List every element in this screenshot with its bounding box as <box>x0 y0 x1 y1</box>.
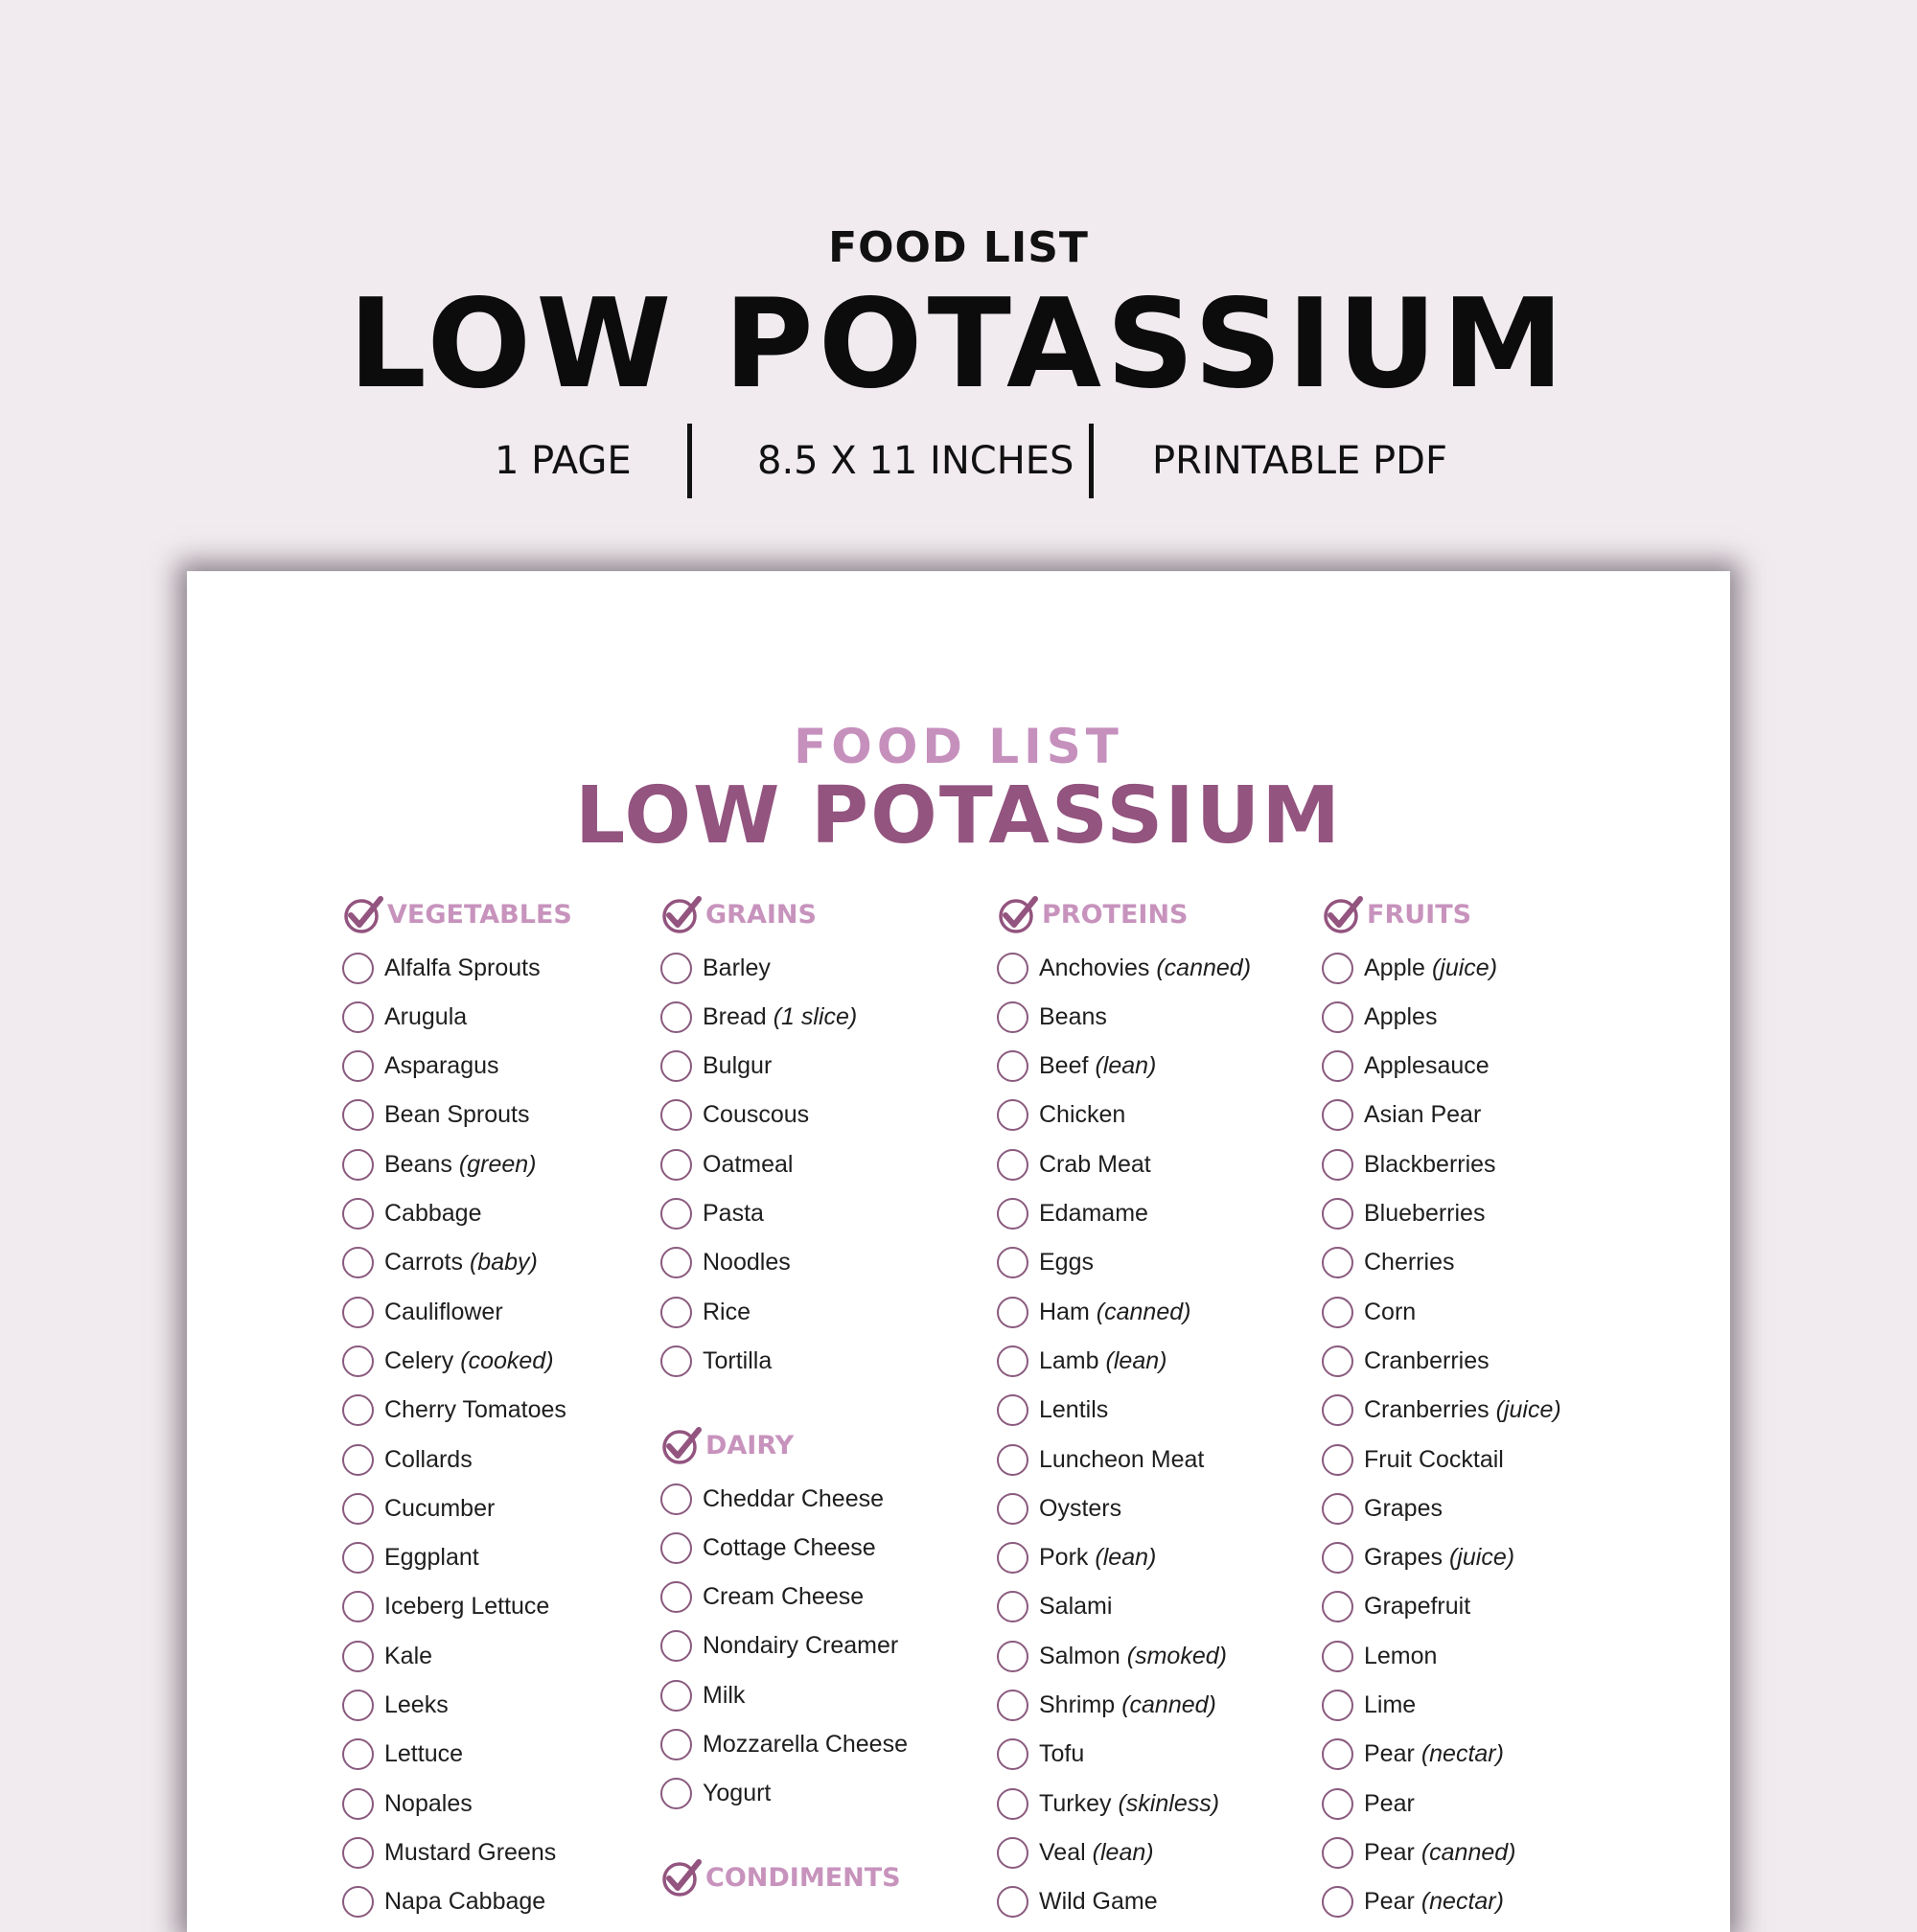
food-item-name: Chicken <box>1039 1101 1126 1129</box>
food-item[interactable] <box>1322 1244 1454 1282</box>
food-item[interactable] <box>342 949 541 987</box>
empty-checkbox-circle-icon[interactable] <box>342 1493 374 1525</box>
empty-checkbox-circle-icon[interactable] <box>1322 1297 1353 1328</box>
food-item-name: Grapes <box>1364 1544 1443 1572</box>
section-title: VEGETABLES <box>387 899 572 930</box>
meta-format: PRINTABLE PDF <box>1152 439 1447 483</box>
food-item-note: (lean) <box>1095 1052 1157 1080</box>
food-item-name: Pear <box>1364 1838 1415 1866</box>
food-item-name: Cranberries <box>1364 1396 1490 1424</box>
empty-checkbox-circle-icon[interactable] <box>660 953 692 984</box>
empty-checkbox-circle-icon[interactable] <box>660 1729 692 1760</box>
food-item[interactable] <box>997 1293 1190 1331</box>
food-item[interactable] <box>1322 1687 1416 1725</box>
food-item-name: Crab Meat <box>1039 1150 1151 1178</box>
food-item[interactable] <box>997 1392 1108 1430</box>
food-item[interactable] <box>997 1047 1156 1086</box>
food-item-note: (juice) <box>1431 954 1498 981</box>
food-item-name: Pork <box>1039 1544 1089 1572</box>
empty-checkbox-circle-icon[interactable] <box>660 1484 692 1515</box>
section-title: CONDIMENTS <box>705 1862 901 1893</box>
food-item[interactable] <box>1322 1539 1514 1577</box>
food-item[interactable] <box>1322 1440 1504 1479</box>
food-item[interactable] <box>342 1784 473 1823</box>
food-item[interactable] <box>997 1784 1219 1823</box>
empty-checkbox-circle-icon[interactable] <box>342 1297 374 1328</box>
empty-checkbox-circle-icon[interactable] <box>997 1788 1028 1820</box>
empty-checkbox-circle-icon[interactable] <box>342 1542 374 1574</box>
meta-size: 8.5 X 11 INCHES <box>757 439 1074 483</box>
food-item-name: Noodles <box>703 1249 791 1276</box>
food-item-name: Collards <box>384 1445 473 1473</box>
food-item-name: Eggplant <box>384 1544 479 1572</box>
food-item-name: Couscous <box>703 1101 810 1129</box>
empty-checkbox-circle-icon[interactable] <box>997 1346 1028 1377</box>
food-item[interactable] <box>342 1195 481 1233</box>
food-item[interactable] <box>1322 1047 1490 1086</box>
food-item[interactable] <box>660 1627 898 1666</box>
food-item[interactable] <box>342 1833 556 1872</box>
food-item-name: Celery <box>384 1346 454 1374</box>
empty-checkbox-circle-icon[interactable] <box>997 1444 1028 1476</box>
check-circle-icon <box>660 1424 703 1466</box>
food-item-name: Cottage Cheese <box>703 1533 876 1561</box>
empty-checkbox-circle-icon[interactable] <box>660 1297 692 1328</box>
empty-checkbox-circle-icon[interactable] <box>1322 1886 1353 1918</box>
food-item[interactable] <box>660 1726 908 1764</box>
food-item-name: Edamame <box>1039 1200 1148 1227</box>
empty-checkbox-circle-icon[interactable] <box>997 1394 1028 1426</box>
food-item-name: Yogurt <box>703 1780 772 1807</box>
food-item[interactable] <box>342 998 467 1036</box>
food-item-name: Anchovies <box>1039 954 1150 981</box>
food-item-name: Eggs <box>1039 1249 1094 1276</box>
food-item-name: Turkey <box>1039 1789 1112 1817</box>
section-header-proteins <box>997 893 1188 935</box>
food-item-name: Lemon <box>1364 1642 1438 1669</box>
food-item[interactable] <box>342 1145 536 1184</box>
food-item-name: Bean Sprouts <box>384 1101 530 1129</box>
food-item-name: Mustard Greens <box>384 1838 557 1866</box>
food-item[interactable] <box>1322 1293 1416 1331</box>
food-item-name: Grapes <box>1364 1494 1443 1522</box>
food-item[interactable] <box>342 1342 554 1380</box>
section-title: FRUITS <box>1367 899 1472 930</box>
empty-checkbox-circle-icon[interactable] <box>1322 1050 1353 1082</box>
food-item-name: Cabbage <box>384 1200 482 1227</box>
empty-checkbox-circle-icon[interactable] <box>660 1778 692 1809</box>
food-item-note: (canned) <box>1121 1691 1216 1718</box>
food-item[interactable] <box>997 1096 1125 1135</box>
section-header-condiments <box>660 1856 901 1898</box>
empty-checkbox-circle-icon[interactable] <box>342 1837 374 1869</box>
empty-checkbox-circle-icon[interactable] <box>1322 1641 1353 1672</box>
food-item[interactable] <box>1322 1736 1504 1774</box>
food-item-name: Oysters <box>1039 1494 1122 1522</box>
check-circle-icon <box>997 893 1039 935</box>
food-item-note: (lean) <box>1105 1346 1167 1374</box>
food-item-name: Barley <box>703 954 771 981</box>
food-item-name: Rice <box>703 1298 751 1325</box>
empty-checkbox-circle-icon[interactable] <box>997 1690 1028 1721</box>
empty-checkbox-circle-icon[interactable] <box>660 1346 692 1377</box>
food-item[interactable] <box>1322 1342 1490 1380</box>
food-item[interactable] <box>997 1244 1094 1282</box>
food-item-note: (1 slice) <box>773 1002 858 1030</box>
empty-checkbox-circle-icon[interactable] <box>342 1346 374 1377</box>
food-item[interactable] <box>997 1588 1112 1626</box>
food-item-name: Asian Pear <box>1364 1101 1482 1129</box>
empty-checkbox-circle-icon[interactable] <box>997 1001 1028 1033</box>
food-item-name: Cauliflower <box>384 1298 503 1325</box>
empty-checkbox-circle-icon[interactable] <box>1322 1099 1353 1131</box>
empty-checkbox-circle-icon[interactable] <box>997 1542 1028 1574</box>
food-item-name: Cherry Tomatoes <box>384 1396 566 1424</box>
food-item-name: Lettuce <box>384 1740 464 1768</box>
food-item-name: Cranberries <box>1364 1346 1490 1374</box>
empty-checkbox-circle-icon[interactable] <box>997 1837 1028 1869</box>
empty-checkbox-circle-icon[interactable] <box>342 1690 374 1721</box>
check-circle-icon <box>660 1856 703 1898</box>
empty-checkbox-circle-icon[interactable] <box>997 1886 1028 1918</box>
food-item-name: Beans <box>384 1150 452 1178</box>
food-item[interactable] <box>342 1047 499 1086</box>
empty-checkbox-circle-icon[interactable] <box>1322 1198 1353 1230</box>
food-item-name: Corn <box>1364 1298 1417 1325</box>
check-circle-icon <box>1322 893 1364 935</box>
empty-checkbox-circle-icon[interactable] <box>342 1198 374 1230</box>
food-item[interactable] <box>342 1883 545 1921</box>
food-item[interactable] <box>342 1736 463 1774</box>
header-title: LOW POTASSIUM <box>348 273 1569 416</box>
empty-checkbox-circle-icon[interactable] <box>997 1591 1028 1622</box>
food-item-note: (lean) <box>1095 1544 1157 1572</box>
food-item[interactable] <box>997 949 1251 987</box>
food-item-name: Apples <box>1364 1002 1438 1030</box>
empty-checkbox-circle-icon[interactable] <box>997 1297 1028 1328</box>
empty-checkbox-circle-icon[interactable] <box>997 1738 1028 1770</box>
food-item[interactable] <box>660 1096 809 1135</box>
food-item-name: Cucumber <box>384 1494 496 1522</box>
food-item-name: Oatmeal <box>703 1150 794 1178</box>
food-item-name: Leeks <box>384 1691 449 1718</box>
food-item-name: Apple <box>1364 954 1425 981</box>
food-item[interactable] <box>660 1775 771 1813</box>
food-item[interactable] <box>342 1392 566 1430</box>
empty-checkbox-circle-icon[interactable] <box>660 1149 692 1181</box>
food-item-name: Grapefruit <box>1364 1593 1471 1621</box>
food-item[interactable] <box>997 1195 1148 1233</box>
empty-checkbox-circle-icon[interactable] <box>660 1247 692 1278</box>
meta-divider <box>687 424 692 498</box>
sheet-title: LOW POTASSIUM <box>575 770 1342 862</box>
food-item[interactable] <box>1322 1195 1485 1233</box>
food-item[interactable] <box>660 1480 884 1518</box>
food-item[interactable] <box>342 1293 503 1331</box>
food-item-name: Kale <box>384 1642 433 1669</box>
empty-checkbox-circle-icon[interactable] <box>1322 1493 1353 1525</box>
food-item-name: Shrimp <box>1039 1691 1116 1718</box>
food-item[interactable] <box>1322 998 1437 1036</box>
empty-checkbox-circle-icon[interactable] <box>342 1099 374 1131</box>
food-item-name: Mozzarella Cheese <box>703 1731 908 1759</box>
food-item[interactable] <box>997 1687 1216 1725</box>
food-item[interactable] <box>1322 1784 1415 1823</box>
empty-checkbox-circle-icon[interactable] <box>342 1050 374 1082</box>
empty-checkbox-circle-icon[interactable] <box>660 1581 692 1613</box>
food-item-note: (nectar) <box>1420 1740 1504 1768</box>
food-item[interactable] <box>1322 1883 1504 1921</box>
empty-checkbox-circle-icon[interactable] <box>342 1738 374 1770</box>
food-item[interactable] <box>997 1489 1121 1528</box>
printable-sheet <box>187 571 1730 1932</box>
food-item-note: (canned) <box>1096 1298 1191 1325</box>
food-item-name: Pasta <box>703 1200 764 1227</box>
food-item[interactable] <box>342 1096 530 1135</box>
food-item-name: Milk <box>703 1681 746 1709</box>
food-item-note: (skinless) <box>1118 1789 1220 1817</box>
food-item-note: (baby) <box>469 1249 538 1276</box>
empty-checkbox-circle-icon[interactable] <box>342 1149 374 1181</box>
empty-checkbox-circle-icon[interactable] <box>1322 1394 1353 1426</box>
food-item-name: Nopales <box>384 1789 473 1817</box>
food-item[interactable] <box>660 998 857 1036</box>
empty-checkbox-circle-icon[interactable] <box>1322 1542 1353 1574</box>
empty-checkbox-circle-icon[interactable] <box>997 953 1028 984</box>
food-item[interactable] <box>1322 1145 1496 1184</box>
food-item-name: Ham <box>1039 1298 1090 1325</box>
food-item-note: (cooked) <box>460 1346 554 1374</box>
food-item-note: (juice) <box>1495 1396 1561 1424</box>
section-header-grains <box>660 893 817 935</box>
empty-checkbox-circle-icon[interactable] <box>997 1099 1028 1131</box>
food-item[interactable] <box>997 1539 1156 1577</box>
section-title: PROTEINS <box>1042 899 1189 930</box>
food-item[interactable] <box>997 1440 1204 1479</box>
food-item-name: Iceberg Lettuce <box>384 1593 550 1621</box>
section-title: GRAINS <box>705 899 817 930</box>
food-item[interactable] <box>660 1195 764 1233</box>
empty-checkbox-circle-icon[interactable] <box>1322 1690 1353 1721</box>
empty-checkbox-circle-icon[interactable] <box>342 1788 374 1820</box>
empty-checkbox-circle-icon[interactable] <box>1322 1837 1353 1869</box>
empty-checkbox-circle-icon[interactable] <box>660 1680 692 1712</box>
header-subtitle: FOOD LIST <box>828 223 1089 272</box>
food-item-note: (nectar) <box>1420 1888 1504 1916</box>
food-item-name: Fruit Cocktail <box>1364 1445 1504 1473</box>
section-header-fruits <box>1322 893 1471 935</box>
empty-checkbox-circle-icon[interactable] <box>1322 1591 1353 1622</box>
check-circle-icon <box>342 893 384 935</box>
empty-checkbox-circle-icon[interactable] <box>660 1099 692 1131</box>
food-item-name: Applesauce <box>1364 1052 1490 1080</box>
food-item-name: Luncheon Meat <box>1039 1445 1205 1473</box>
check-circle-icon <box>660 893 703 935</box>
food-item[interactable] <box>1322 949 1497 987</box>
food-item-name: Lime <box>1364 1691 1417 1718</box>
empty-checkbox-circle-icon[interactable] <box>1322 1346 1353 1377</box>
empty-checkbox-circle-icon[interactable] <box>1322 1738 1353 1770</box>
empty-checkbox-circle-icon[interactable] <box>342 1247 374 1278</box>
section-header-dairy <box>660 1424 794 1466</box>
food-item[interactable] <box>997 1883 1158 1921</box>
empty-checkbox-circle-icon[interactable] <box>1322 1001 1353 1033</box>
sheet-subtitle: FOOD LIST <box>794 719 1123 774</box>
food-item[interactable] <box>997 1342 1166 1380</box>
food-item-name: Bread <box>703 1002 767 1030</box>
empty-checkbox-circle-icon[interactable] <box>342 1886 374 1918</box>
food-item[interactable] <box>660 1342 772 1380</box>
food-item[interactable] <box>660 1293 751 1331</box>
food-item-name: Cheddar Cheese <box>703 1484 885 1512</box>
empty-checkbox-circle-icon[interactable] <box>1322 1444 1353 1476</box>
empty-checkbox-circle-icon[interactable] <box>997 1493 1028 1525</box>
empty-checkbox-circle-icon[interactable] <box>660 1630 692 1662</box>
empty-checkbox-circle-icon[interactable] <box>1322 1149 1353 1181</box>
food-item[interactable] <box>342 1489 495 1528</box>
food-item-name: Salami <box>1039 1593 1113 1621</box>
food-item-name: Salmon <box>1039 1642 1120 1669</box>
empty-checkbox-circle-icon[interactable] <box>1322 1247 1353 1278</box>
food-item[interactable] <box>660 1244 791 1282</box>
section-header-vegetables <box>342 893 572 935</box>
food-item-name: Asparagus <box>384 1052 499 1080</box>
empty-checkbox-circle-icon[interactable] <box>342 1641 374 1672</box>
food-item-note: (lean) <box>1092 1838 1154 1866</box>
empty-checkbox-circle-icon[interactable] <box>342 1444 374 1476</box>
empty-checkbox-circle-icon[interactable] <box>342 1591 374 1622</box>
food-item[interactable] <box>997 998 1107 1036</box>
food-item-name: Veal <box>1039 1838 1086 1866</box>
food-item[interactable] <box>660 1676 745 1714</box>
food-item-name: Nondairy Creamer <box>703 1632 899 1660</box>
food-item-name: Blackberries <box>1364 1150 1496 1178</box>
food-item-name: Tofu <box>1039 1740 1085 1768</box>
empty-checkbox-circle-icon[interactable] <box>660 1001 692 1033</box>
food-item[interactable] <box>660 1145 793 1184</box>
food-item[interactable] <box>1322 1637 1437 1675</box>
food-item[interactable] <box>997 1637 1227 1675</box>
food-item-name: Wild Game <box>1039 1888 1158 1916</box>
empty-checkbox-circle-icon[interactable] <box>660 1050 692 1082</box>
food-item-name: Arugula <box>384 1002 468 1030</box>
empty-checkbox-circle-icon[interactable] <box>997 1247 1028 1278</box>
meta-divider <box>1089 424 1094 498</box>
food-item[interactable] <box>660 1578 864 1617</box>
food-item-name: Alfalfa Sprouts <box>384 954 541 981</box>
food-item-name: Pear <box>1364 1740 1415 1768</box>
food-item[interactable] <box>1322 1588 1470 1626</box>
food-item[interactable] <box>660 949 771 987</box>
empty-checkbox-circle-icon[interactable] <box>660 1532 692 1564</box>
food-item-name: Tortilla <box>703 1346 773 1374</box>
empty-checkbox-circle-icon[interactable] <box>997 1050 1028 1082</box>
food-item-name: Cherries <box>1364 1249 1455 1276</box>
food-item-name: Cream Cheese <box>703 1583 865 1611</box>
food-item[interactable] <box>1322 1489 1443 1528</box>
food-item[interactable] <box>660 1529 876 1567</box>
empty-checkbox-circle-icon[interactable] <box>997 1641 1028 1672</box>
food-item[interactable] <box>1322 1096 1481 1135</box>
empty-checkbox-circle-icon[interactable] <box>997 1198 1028 1230</box>
food-item[interactable] <box>660 1047 772 1086</box>
food-item-name: Lentils <box>1039 1396 1109 1424</box>
food-item-name: Pear <box>1364 1789 1415 1817</box>
empty-checkbox-circle-icon[interactable] <box>997 1149 1028 1181</box>
food-item[interactable] <box>997 1736 1084 1774</box>
empty-checkbox-circle-icon[interactable] <box>660 1198 692 1230</box>
food-item-note: (juice) <box>1448 1544 1515 1572</box>
food-item-name: Napa Cabbage <box>384 1888 546 1916</box>
empty-checkbox-circle-icon[interactable] <box>1322 953 1353 984</box>
meta-pages: 1 PAGE <box>495 439 632 483</box>
section-title: DAIRY <box>705 1430 795 1460</box>
food-item-name: Blueberries <box>1364 1200 1486 1227</box>
food-item[interactable] <box>1322 1392 1561 1430</box>
food-item[interactable] <box>342 1539 479 1577</box>
food-item-name: Carrots <box>384 1249 463 1276</box>
food-item[interactable] <box>997 1145 1151 1184</box>
food-item-note: (green) <box>458 1150 537 1178</box>
food-item[interactable] <box>342 1637 432 1675</box>
empty-checkbox-circle-icon[interactable] <box>1322 1788 1353 1820</box>
food-item-note: (canned) <box>1420 1838 1516 1866</box>
food-item[interactable] <box>342 1440 473 1479</box>
food-item[interactable] <box>342 1687 449 1725</box>
empty-checkbox-circle-icon[interactable] <box>342 953 374 984</box>
food-item[interactable] <box>342 1588 549 1626</box>
food-item[interactable] <box>997 1833 1154 1872</box>
food-item-name: Lamb <box>1039 1346 1099 1374</box>
food-item[interactable] <box>1322 1833 1515 1872</box>
food-item-name: Bulgur <box>703 1052 773 1080</box>
food-item-note: (smoked) <box>1126 1642 1227 1669</box>
food-item[interactable] <box>342 1244 538 1282</box>
empty-checkbox-circle-icon[interactable] <box>342 1394 374 1426</box>
food-item-name: Beef <box>1039 1052 1089 1080</box>
empty-checkbox-circle-icon[interactable] <box>342 1001 374 1033</box>
food-item-name: Beans <box>1039 1002 1107 1030</box>
food-item-note: (canned) <box>1156 954 1252 981</box>
food-item-name: Pear <box>1364 1888 1415 1916</box>
